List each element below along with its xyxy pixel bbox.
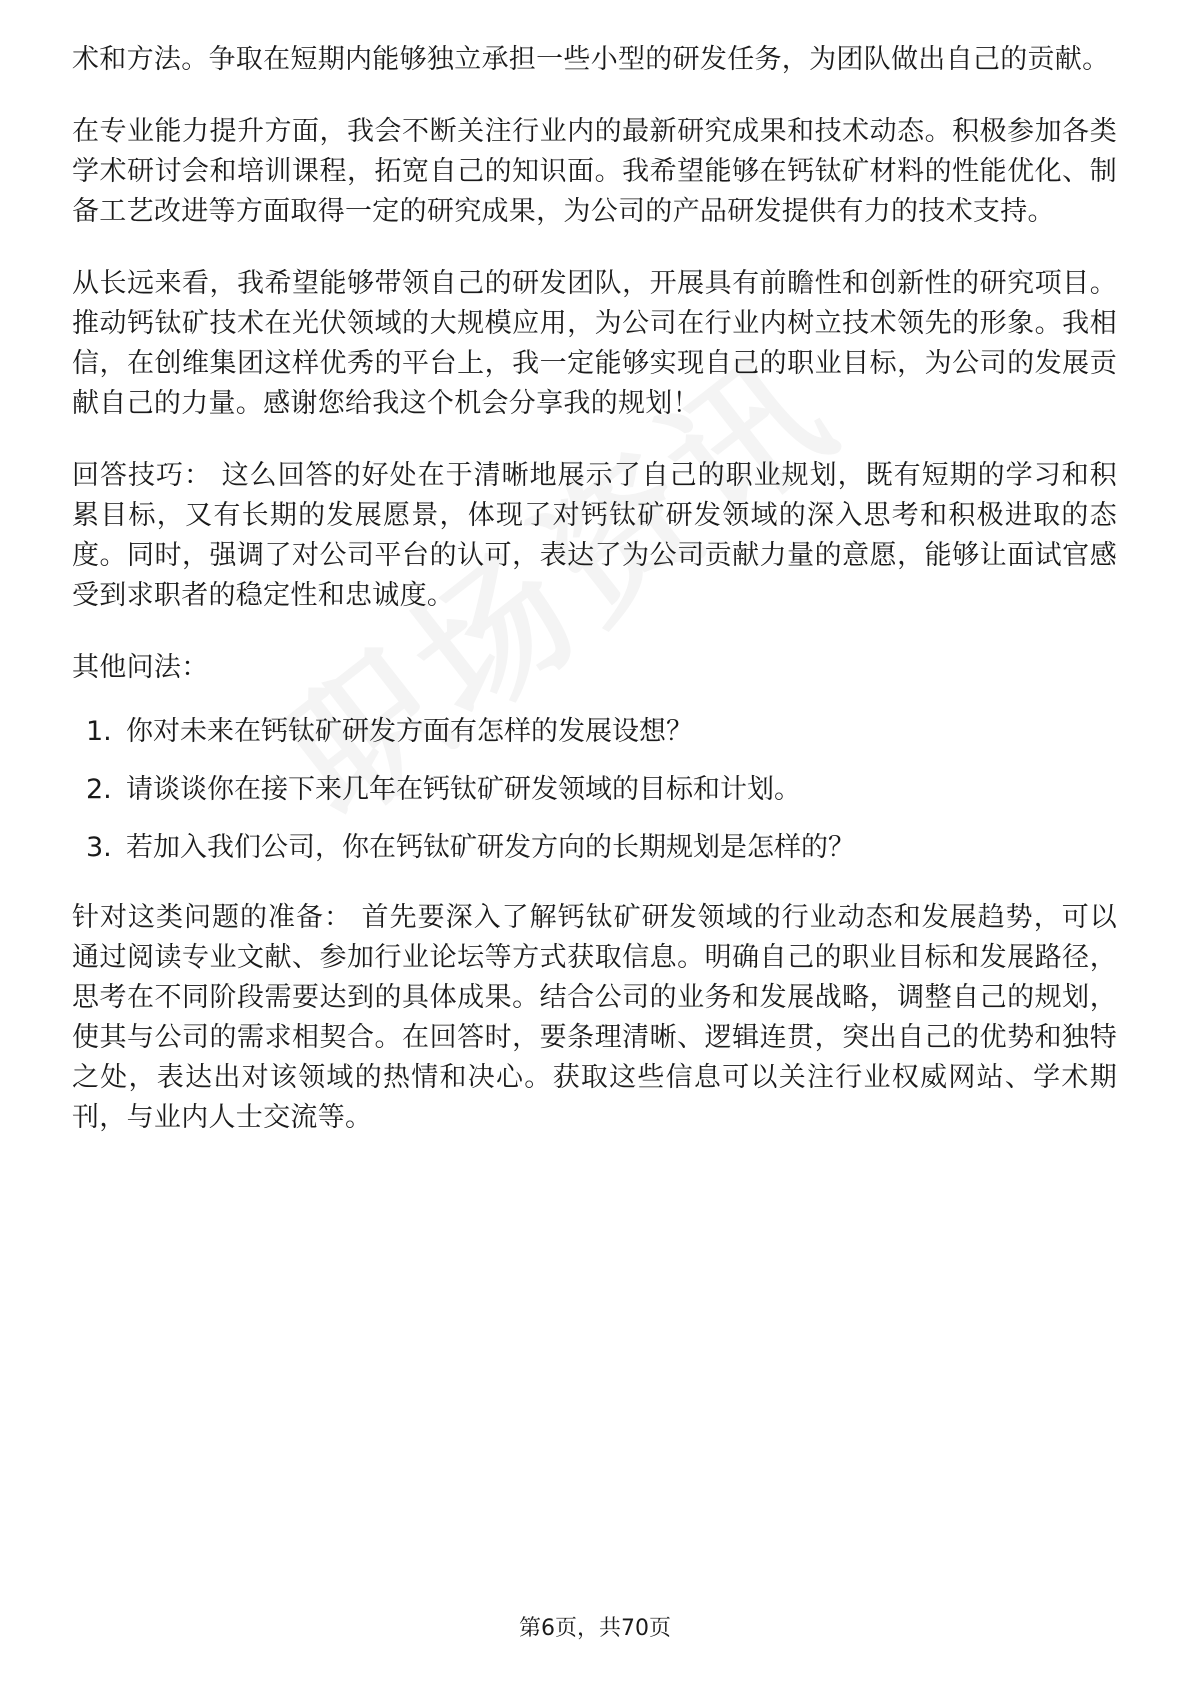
other-questions-list: [72, 712, 1117, 868]
list-item-number: 3.: [86, 832, 112, 863]
paragraph-preparation: 针对这类问题的准备： 首先要深入了解钙钛矿研发领域的行业动态和发展趋势，可以通过阅读专业文献、参加行业论坛等方式获取信息。明确自己的职业目标和发展路径，思考在不同阶段需要达到的具体成果。结合公司的业务和发展战略，调整自己的规划，使其与公司的需求相契合。在回答时，要条理清晰、逻辑连贯，突出自己的优势和独特之处，表达出对该领域的热情和决心。获取这些信息可以关注行业权威网站、学术期刊，与业内人士交流等。: [72, 902, 1117, 1133]
list-item-text: 若加入我们公司，你在钙钛矿研发方向的长期规划是怎样的？: [126, 832, 855, 863]
page-number: 第6页，共70页: [519, 1616, 671, 1641]
paragraph-skill-improvement: 在专业能力提升方面，我会不断关注行业内的最新研究成果和技术动态。积极参加各类学术研讨会和培训课程，拓宽自己的知识面。我希望能够在钙钛矿材料的性能优化、制备工艺改进等方面取得一定的研究成果，为公司的产品研发提供有力的技术支持。: [72, 116, 1117, 227]
list-item: [72, 712, 1117, 752]
paragraph-long-term-goal: 从长远来看，我希望能够带领自己的研发团队，开展具有前瞻性和创新性的研究项目。推动钙钛矿技术在光伏领域的大规模应用，为公司在行业内树立技术领先的形象。我相信，在创维集团这样优秀的平台上，我一定能够实现自己的职业目标，为公司的发展贡献自己的力量。感谢您给我这个机会分享我的规划！: [72, 268, 1117, 419]
paragraph-other-questions-heading: 其他问法：: [72, 652, 209, 683]
list-item-text: 你对未来在钙钛矿研发方面有怎样的发展设想？: [126, 716, 693, 747]
list-item-number: 2.: [86, 774, 112, 805]
list-item: [72, 828, 1117, 868]
list-item: [72, 770, 1117, 810]
document-body: [72, 40, 1117, 1170]
list-item-number: 1.: [86, 716, 112, 747]
paragraph-answer-tips: 回答技巧： 这么回答的好处在于清晰地展示了自己的职业规划，既有短期的学习和积累目标，又有长期的发展愿景，体现了对钙钛矿研发领域的深入思考和积极进取的态度。同时，强调了对公司平台的认可，表达了为公司贡献力量的意愿，能够让面试官感受到求职者的稳定性和忠诚度。: [72, 460, 1117, 611]
paragraph-intro-continuation: 术和方法。争取在短期内能够独立承担一些小型的研发任务，为团队做出自己的贡献。: [72, 44, 1110, 75]
list-item-text: 请谈谈你在接下来几年在钙钛矿研发领域的目标和计划。: [126, 774, 801, 805]
